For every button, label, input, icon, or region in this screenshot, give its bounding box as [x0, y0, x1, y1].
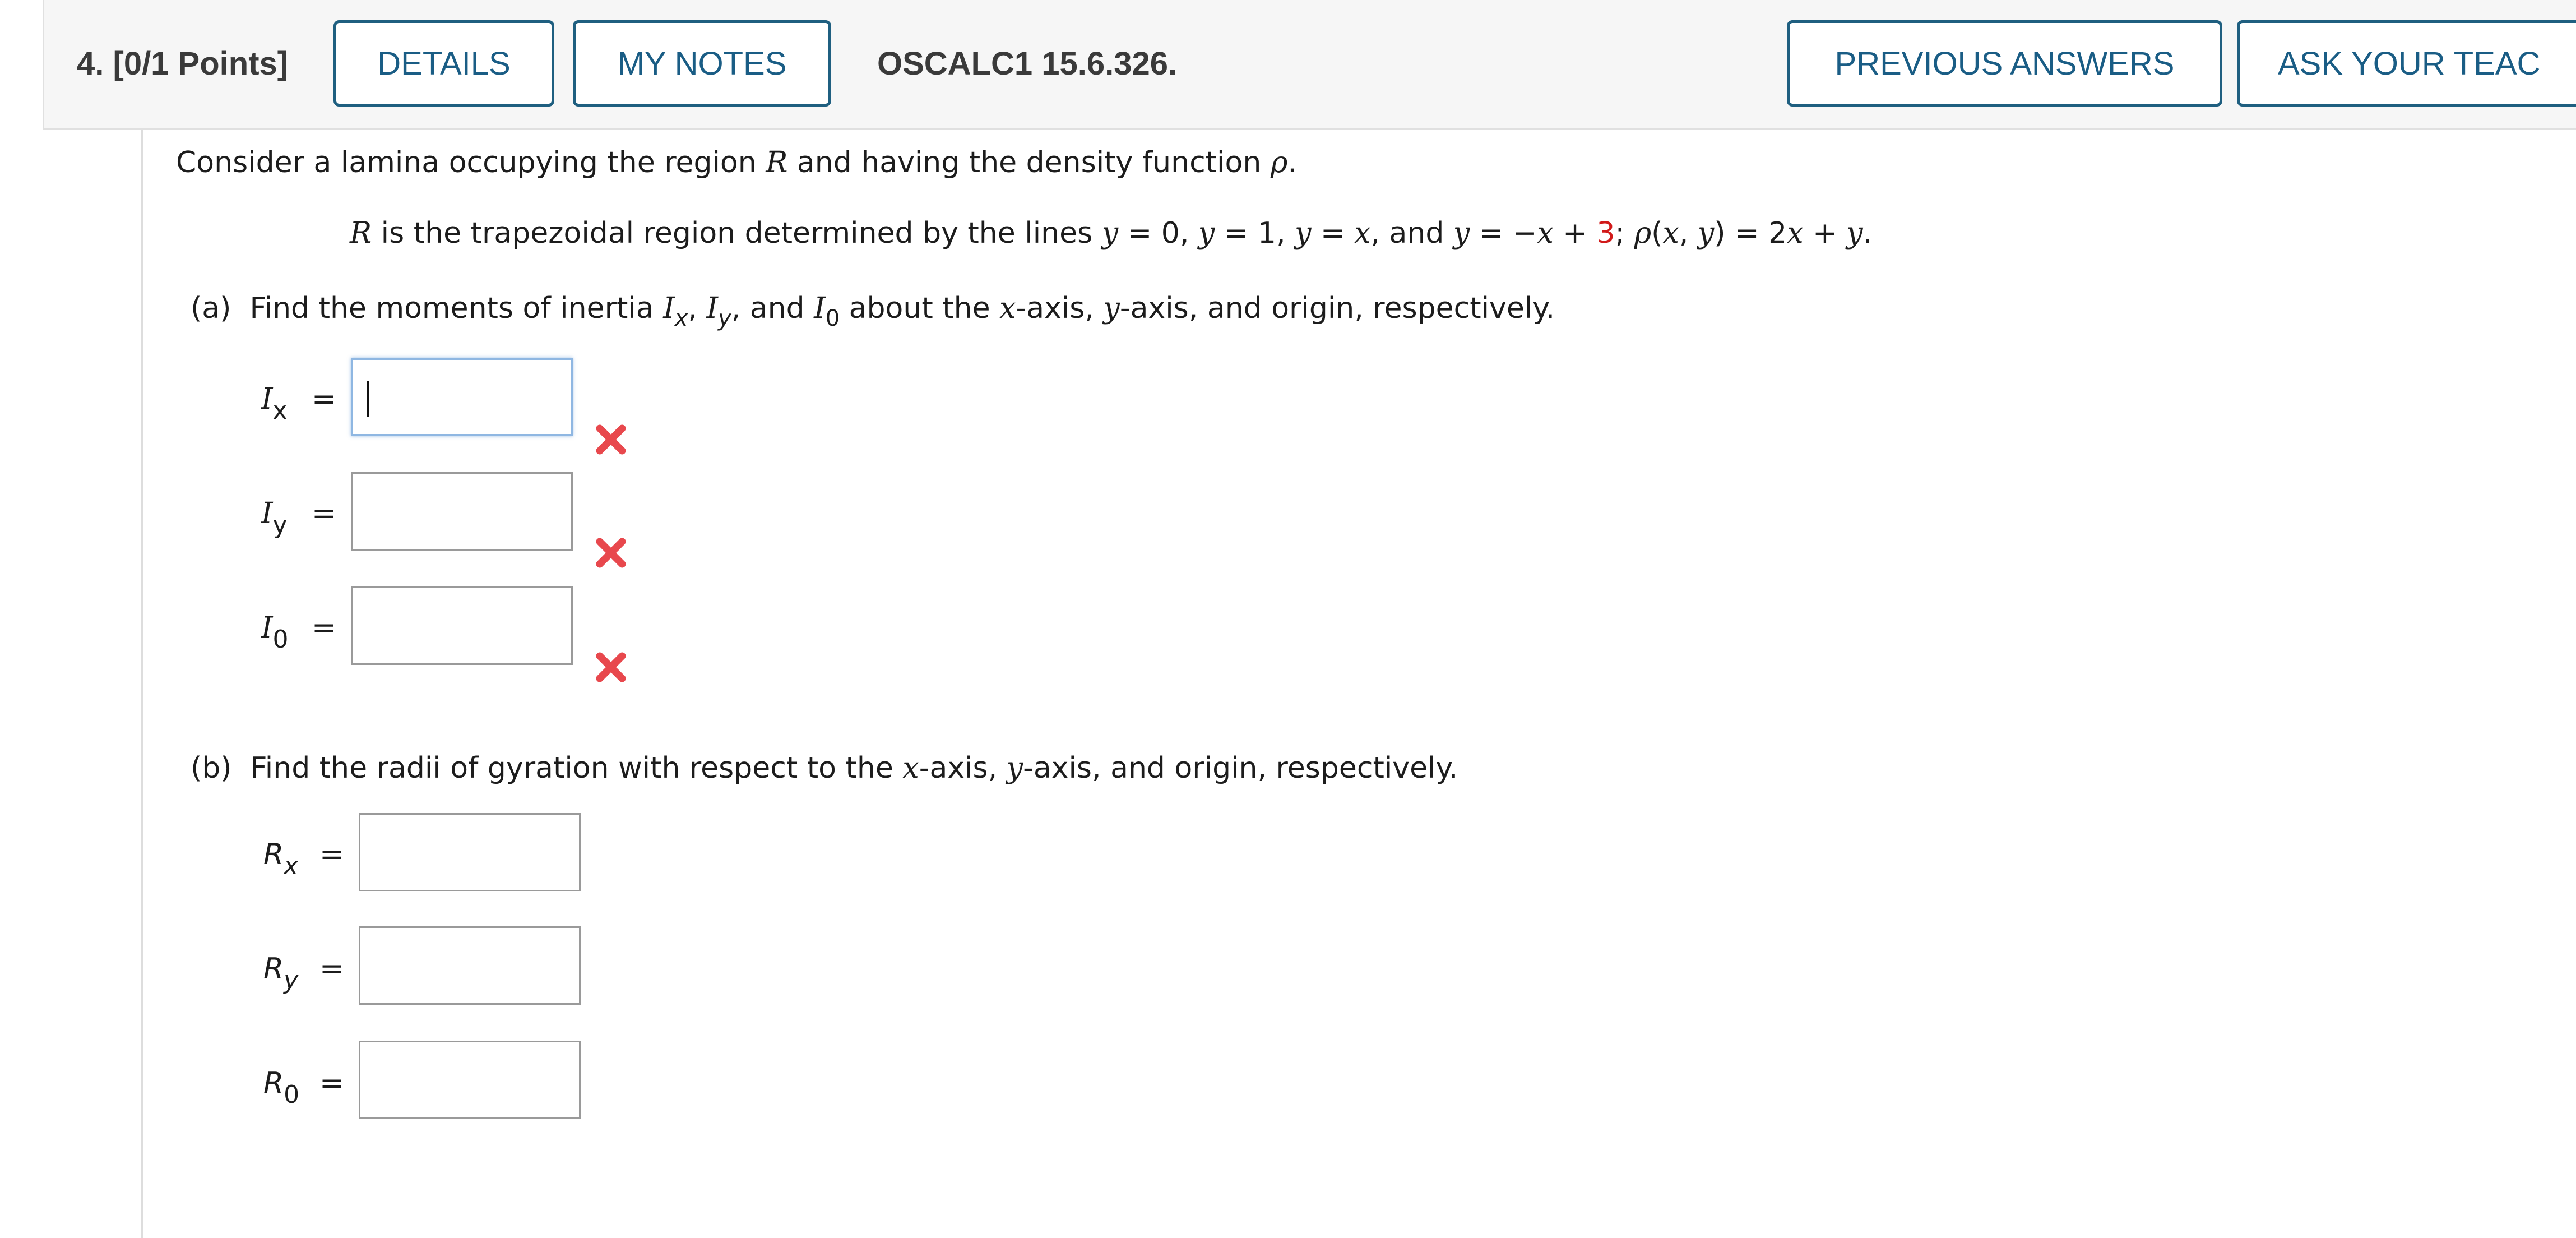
x-mark-icon: [594, 650, 628, 684]
points-badge: [0/1 Points]: [113, 45, 289, 82]
r0-answer-input[interactable]: [359, 1041, 581, 1119]
part-b-label: (b): [191, 751, 232, 785]
ix-label: $I_x$: [261, 382, 288, 425]
question-number-and-points: [77, 45, 288, 82]
my-notes-button[interactable]: MY NOTES: [573, 20, 831, 107]
previous-answers-button[interactable]: PREVIOUS ANSWERS: [1787, 20, 2222, 107]
text-cursor: [367, 381, 369, 417]
iy-equals: =: [312, 497, 336, 530]
highlighted-value: 3: [1596, 216, 1615, 250]
iy-label: $I_y$: [261, 497, 288, 539]
part-a-prompt: (a) Find the moments of inertia $I_x$, $I_y$, and $I_0$ about the x-axis, y-axis, and origin, respectively.: [191, 292, 1555, 331]
problem-code: OSCALC1 15.6.326.: [877, 45, 1178, 82]
i0-answer-input[interactable]: [351, 586, 573, 665]
rx-equals: =: [319, 838, 344, 871]
part-b-prompt: (b) Find the radii of gyration with respect to the x-axis, y-axis, and origin, respectively.: [191, 751, 1458, 785]
content-left-border: [141, 130, 143, 1238]
rx-label: $R_x$: [263, 838, 299, 880]
i0-label: $I_0$: [261, 611, 289, 654]
details-button[interactable]: DETAILS: [333, 20, 554, 107]
i0-equals: =: [312, 611, 336, 645]
rx-answer-input[interactable]: [359, 813, 581, 891]
problem-intro: Consider a lamina occupying the region R and having the density function ρ.: [176, 146, 1297, 179]
ry-label: $R_y$: [263, 952, 299, 995]
ix-answer-input[interactable]: [351, 358, 573, 436]
iy-answer-input[interactable]: [351, 472, 573, 551]
ask-your-teacher-button[interactable]: ASK YOUR TEAC: [2237, 20, 2576, 107]
x-mark-icon: [594, 536, 628, 570]
r0-label: $R_0$: [263, 1066, 300, 1109]
part-a-label: (a): [191, 292, 231, 325]
x-mark-icon: [594, 423, 628, 456]
ry-answer-input[interactable]: [359, 926, 581, 1005]
question-number: 4.: [77, 45, 104, 82]
ix-equals: =: [312, 382, 336, 416]
region-definition: R is the trapezoidal region determined by the lines y = 0, y = 1, y = x, and y = −x + 3; ρ(x, y) = 2x + y.: [350, 216, 1873, 250]
ry-equals: =: [319, 952, 344, 986]
r0-equals: =: [319, 1066, 344, 1100]
